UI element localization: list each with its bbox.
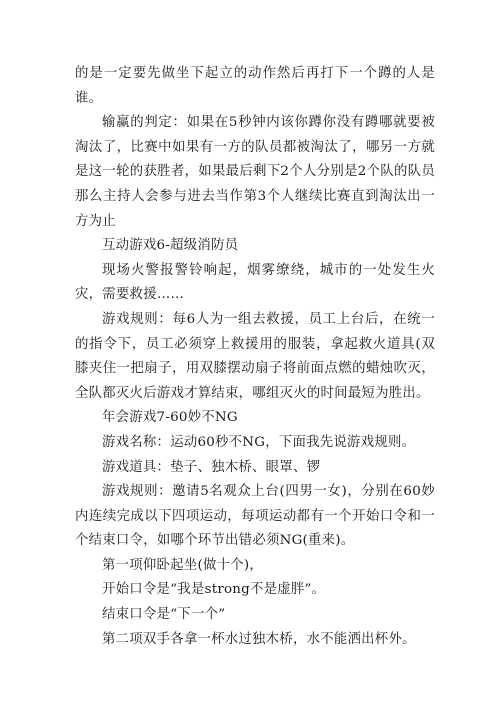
document-page xyxy=(75,62,435,652)
paragraph-continuation: 的是一定要先做坐下起立的动作然后再打下一个蹲的人是谁。 xyxy=(75,66,435,106)
paragraph-game-rules: 游戏规则：邀请5名观众上台(四男一女)，分别在60妙内连续完成以下四项运动，每项运动都有一个开始口令和一个结束口令，如哪个环节出错必须NG(重来)。 xyxy=(75,484,435,549)
paragraph-game-name: 游戏名称：运动60秒不NG，下面我先说游戏规则。 xyxy=(102,434,416,450)
section-heading-game-6: 互动游戏6-超级消防员 xyxy=(102,238,239,254)
paragraph-item-2: 第二项双手各拿一杯水过独木桥，水不能洒出杯外。 xyxy=(102,631,416,647)
paragraph-fire-scene: 现场火警报警铃响起，烟雾缭绕，城市的一处发生火灾，需要救援…… xyxy=(75,262,435,303)
paragraph-game-props: 游戏道具：垫子、独木桥、眼罩、锣 xyxy=(102,459,321,475)
paragraph-start-command: 开始口令是“我是strong不是虚胖”。 xyxy=(102,582,326,598)
paragraph-win-rule: 输赢的判定：如果在5秒钟内该你蹲你没有蹲哪就要被淘汰了，比赛中如果有一方的队员都被淘汰了，哪另一方就是这一轮的获胜者，如果最后剩下2个人分别是2个队的队员那么主持人会参与进去当作第3个人继续比赛直到淘汰出一方为止 xyxy=(75,115,435,229)
paragraph-end-command: 结束口令是“下一个” xyxy=(102,607,226,623)
paragraph-item-1: 第一项仰卧起坐(做十个)， xyxy=(102,557,263,573)
section-heading-game-7: 年会游戏7-60妙不NG xyxy=(102,410,238,426)
paragraph-fire-rules: 游戏规则：每6人为一组去救援，员工上台后，在统一的指令下，员工必须穿上救援用的服装，拿起救火道具(双膝夹住一把扇子，用双膝摆动扇子将前面点燃的蜡烛吹灭，全队都灭火后游戏才算结束，哪组灭火的时间最短为胜出。 xyxy=(75,311,435,401)
